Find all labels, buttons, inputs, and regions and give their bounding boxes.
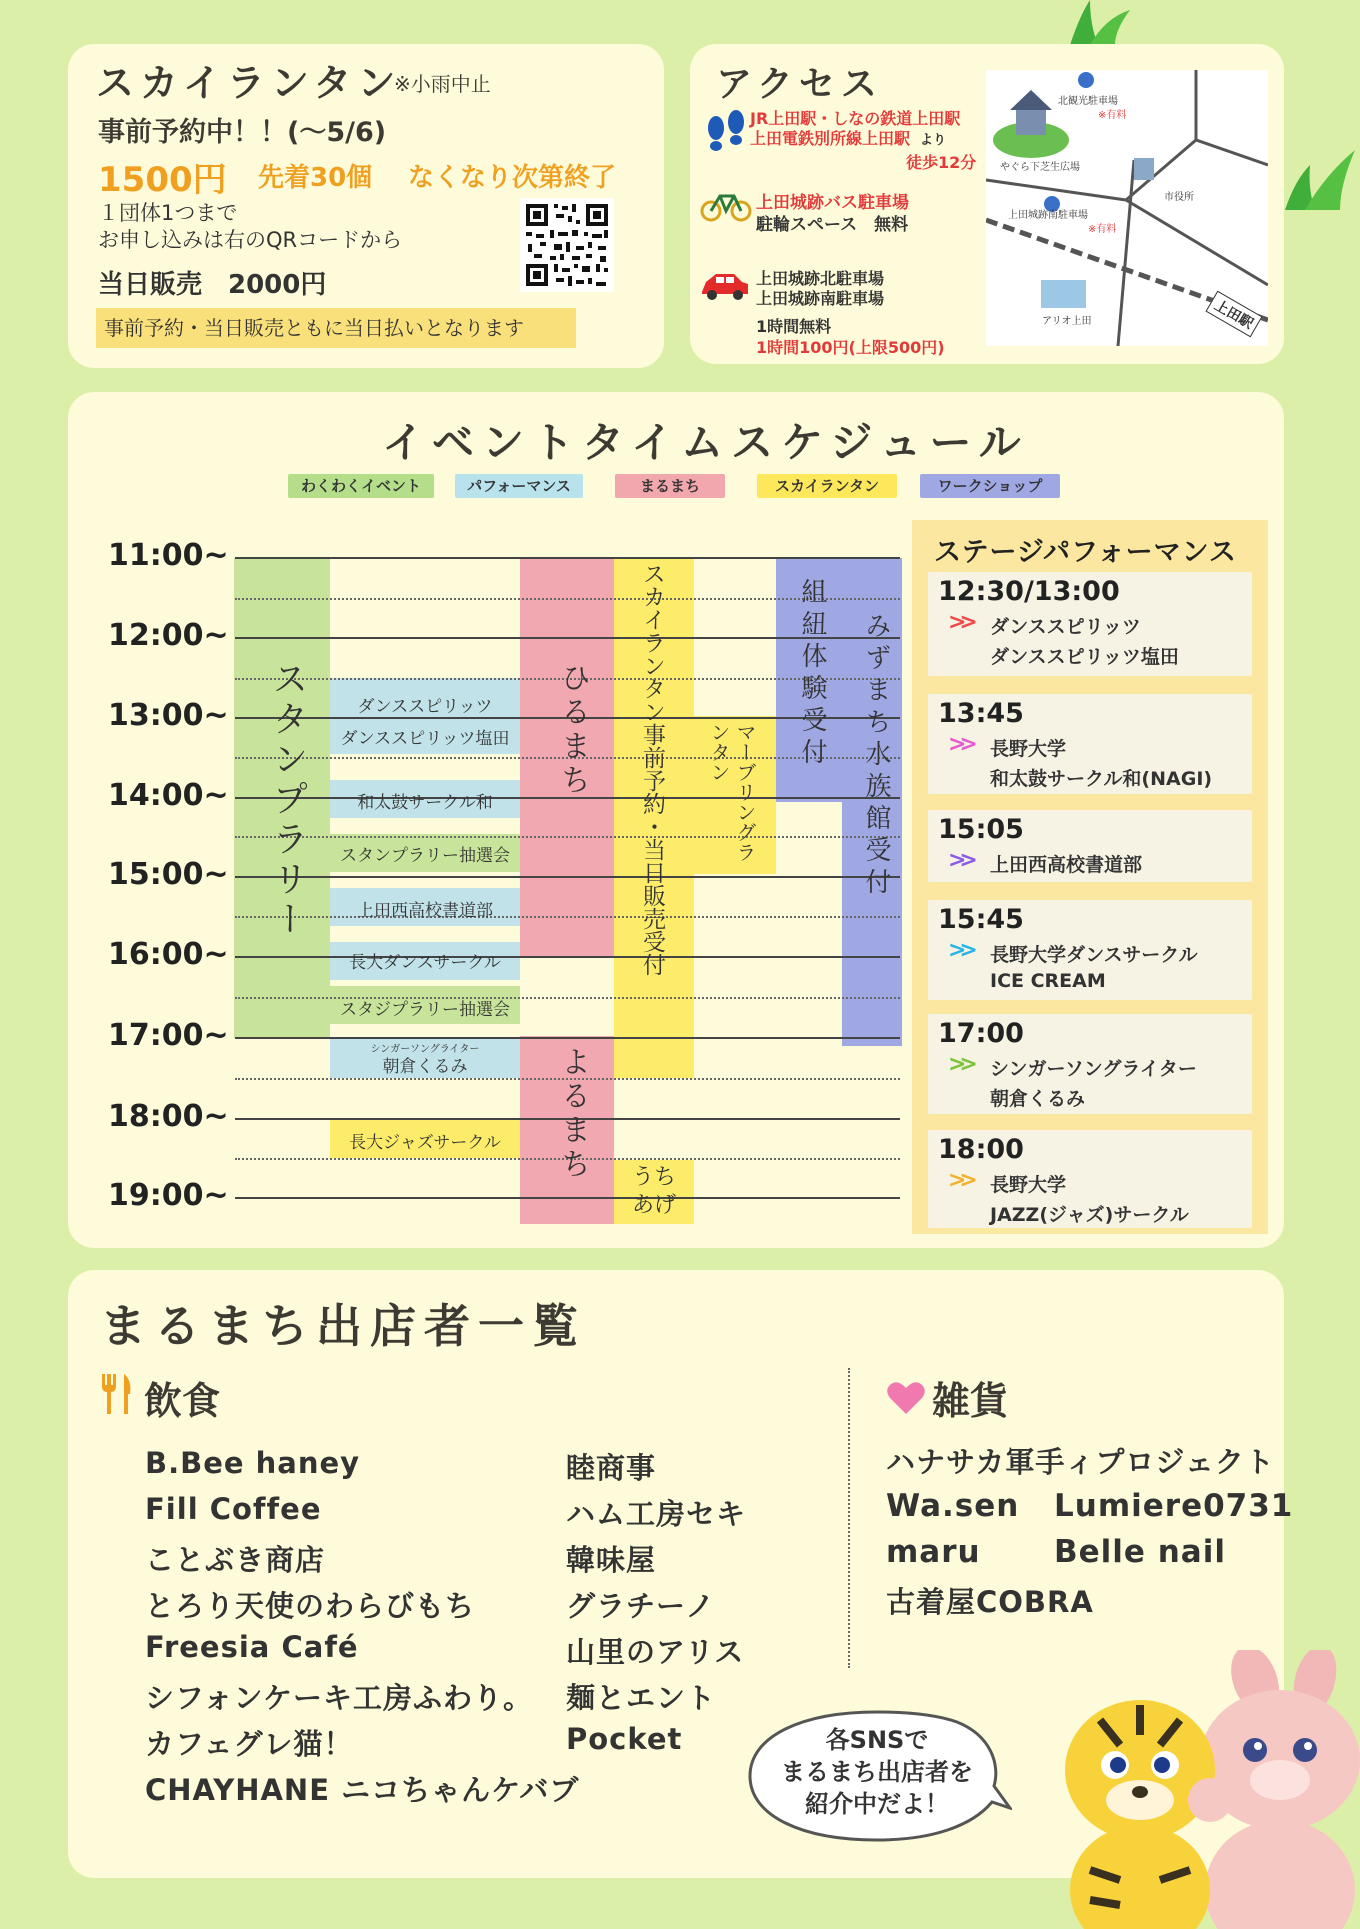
- legend-sky-lantern: スカイランタン: [757, 474, 897, 498]
- walk-line1: JR上田駅・しなの鉄道上田駅: [750, 109, 961, 128]
- food-shop: グラチーノ: [566, 1589, 716, 1623]
- day-sale-text: 当日販売 2000円: [98, 270, 327, 300]
- stage-performer-sub: JAZZ(ジャズ)サークル: [990, 1204, 1189, 1226]
- hirumachi-label: ひるまち: [555, 662, 590, 798]
- map-paid1: ※有料: [1098, 110, 1127, 121]
- stage-time: 17:00: [938, 1018, 1024, 1049]
- map-station: 上田駅: [1205, 291, 1262, 338]
- stage-performer: ダンススピリッツ: [990, 616, 1141, 638]
- car-line4: 1時間100円(上限500円): [756, 338, 945, 357]
- walk-time: 徒歩12分: [906, 153, 977, 172]
- grass-decoration-right: [1280, 150, 1360, 210]
- stage-time: 18:00: [938, 1134, 1024, 1165]
- food-shop: Freesia Café: [145, 1630, 359, 1664]
- stage-performer: 長野大学: [990, 1174, 1067, 1196]
- car-icon: [698, 270, 752, 302]
- food-shop: カフェグレ猫！: [145, 1727, 354, 1761]
- stage-item: [928, 900, 1252, 1000]
- qr-code-icon[interactable]: [520, 198, 614, 292]
- event-singer-small: シンガーソングライター: [370, 1044, 480, 1055]
- time-label: 15:00~: [108, 857, 229, 892]
- payment-note: 事前予約・当日販売ともに当日払いとなります: [96, 308, 576, 348]
- stage-performer: 上田西高校書道部: [990, 854, 1143, 876]
- grass-decoration-top: [1060, 0, 1140, 45]
- car-line2: 上田城跡南駐車場: [756, 289, 885, 308]
- reservation-text: 事前予約中！！(〜5/6): [98, 117, 387, 148]
- food-shop: 睦商事: [566, 1451, 657, 1485]
- grid-dot: [235, 836, 900, 838]
- stage-item: [928, 1014, 1252, 1114]
- event-nagadance: 長大ダンスサークル: [349, 953, 501, 973]
- event-dance1: ダンススピリッツ: [357, 697, 493, 717]
- stamp-rally-label: スタンプラリー: [267, 660, 308, 940]
- event-singer-name: 朝倉くるみ: [382, 1057, 468, 1077]
- goods-shop: 古着屋COBRA: [886, 1585, 1094, 1619]
- stage-item: [928, 1130, 1252, 1228]
- car-line3: 1時間無料: [756, 317, 832, 336]
- bike-line1: 上田城跡バス駐車場: [756, 193, 909, 213]
- bubble-line3: 紹介中だよ！: [805, 1790, 949, 1818]
- aquarium-label: みずまち水族館受付: [861, 612, 891, 900]
- uchiage-line2: あげ: [631, 1193, 676, 1218]
- chevron-right-icon: >>: [948, 732, 971, 757]
- time-label: 12:00~: [108, 618, 229, 653]
- bubble-line1: 各SNSで: [825, 1726, 929, 1754]
- heart-icon: [886, 1380, 926, 1416]
- grid-line-19: [235, 1197, 900, 1199]
- legend-marumachi: まるまち: [615, 474, 725, 498]
- stage-item: [928, 572, 1252, 676]
- first-come-text: 先着30個: [258, 163, 373, 193]
- legend-workshop: ワークショップ: [920, 474, 1060, 498]
- stage-performer-sub: ICE CREAM: [990, 970, 1106, 992]
- stage-time: 15:45: [938, 904, 1024, 935]
- event-taiko: 和太鼓サークル和: [357, 793, 493, 813]
- bubble-line2: まるまち出店者を: [781, 1758, 973, 1786]
- access-card: [690, 44, 1284, 364]
- section-divider: [848, 1368, 850, 1668]
- fork-knife-icon: [98, 1372, 134, 1416]
- goods-shop: Wa.sen: [886, 1488, 1020, 1524]
- sky-reception-label: スカイランタン事前予約・当日販売受付: [639, 562, 665, 976]
- food-shop: 麺とエント: [566, 1681, 717, 1715]
- map-south-parking: 上田城跡南駐車場: [1008, 210, 1088, 221]
- stage-performer: 長野大学: [990, 738, 1067, 760]
- price-text: 1500円: [98, 160, 227, 200]
- uchiage-line1: うち: [631, 1165, 676, 1190]
- stage-performer-sub: 朝倉くるみ: [990, 1088, 1086, 1110]
- time-label: 14:00~: [108, 778, 229, 813]
- legend-performance: パフォーマンス: [455, 474, 583, 498]
- event-lottery1: スタンプラリー抽選会: [340, 846, 510, 866]
- map-paid2: ※有料: [1088, 224, 1117, 235]
- car-line1: 上田城跡北駐車場: [756, 269, 885, 288]
- food-shop: 韓味屋: [566, 1543, 657, 1577]
- food-shop: ハム工房セキ: [566, 1497, 747, 1531]
- food-shop: ことぶき商店: [145, 1543, 326, 1577]
- kumihimo-label: 組紐体験受付: [797, 578, 827, 770]
- stage-item: [928, 810, 1252, 882]
- stage-time: 12:30/13:00: [938, 576, 1120, 607]
- access-map: [986, 70, 1268, 346]
- goods-shop: Belle nail: [1054, 1534, 1226, 1570]
- grid-line-11: [235, 557, 900, 559]
- chevron-right-icon: >>: [948, 848, 971, 873]
- event-shodo: 上田西高校書道部: [357, 901, 493, 921]
- bike-line2: 駐輪スペース 無料: [756, 215, 909, 235]
- time-label: 13:00~: [108, 698, 229, 733]
- goods-shop: maru: [886, 1534, 981, 1570]
- sky-lantern-card: [68, 44, 664, 368]
- food-title: 飲食: [144, 1379, 221, 1423]
- stage-performer: シンガーソングライター: [990, 1058, 1197, 1080]
- map-city-hall: 市役所: [1164, 192, 1194, 203]
- shops-title: まるまち出店者一覧: [100, 1299, 586, 1353]
- time-label: 19:00~: [108, 1178, 229, 1213]
- apply-text: お申し込みは右のQRコードから: [98, 228, 403, 252]
- mascot-characters: [1040, 1650, 1360, 1929]
- food-shop: Fill Coffee: [145, 1492, 322, 1526]
- time-label: 11:00~: [108, 538, 229, 573]
- stage-item: [928, 694, 1252, 794]
- sold-out-text: なくなり次第終了: [408, 163, 617, 193]
- goods-shop: Lumiere0731: [1054, 1488, 1294, 1524]
- food-shop: 山里のアリス: [566, 1635, 745, 1669]
- yorumachi-label: よるまち: [555, 1046, 590, 1182]
- chevron-right-icon: >>: [948, 938, 971, 963]
- stage-time: 15:05: [938, 814, 1024, 845]
- rain-note: ※小雨中止: [394, 72, 491, 96]
- stage-performer-sub: 和太鼓サークル和(NAGI): [990, 768, 1213, 790]
- sky-lantern-title: スカイランタン: [96, 61, 402, 105]
- marbling-label: マーブリングランタン: [707, 722, 757, 862]
- food-shop: CHAYHANE ニコちゃんケバブ: [145, 1773, 580, 1807]
- food-shop: Pocket: [566, 1722, 683, 1756]
- event-jazz: 長大ジャズサークル: [349, 1133, 501, 1153]
- walk-line2: 上田電鉄別所線上田駅: [750, 129, 911, 148]
- chevron-right-icon: >>: [948, 610, 971, 635]
- footprints-icon: [702, 108, 750, 158]
- time-label: 18:00~: [108, 1099, 229, 1134]
- chevron-right-icon: >>: [948, 1052, 971, 1077]
- bubble-text: [752, 1724, 1002, 1820]
- food-shop: とろり天使のわらびもち: [145, 1589, 476, 1623]
- stage-time: 13:45: [938, 698, 1024, 729]
- event-dance2: ダンススピリッツ塩田: [340, 729, 510, 749]
- food-shop: B.Bee haney: [145, 1446, 361, 1480]
- goods-title: 雑貨: [932, 1379, 1009, 1423]
- grid-line-17: [235, 1037, 900, 1039]
- bicycle-icon: [700, 190, 752, 222]
- stage-performer-sub: ダンススピリッツ塩田: [990, 646, 1179, 668]
- stage-title: ステージパフォーマンス: [934, 537, 1237, 568]
- stage-performer: 長野大学ダンスサークル: [990, 944, 1198, 966]
- food-shop: シフォンケーキ工房ふわり。: [145, 1681, 533, 1715]
- time-label: 16:00~: [108, 937, 229, 972]
- limit-text: １団体1つまで: [98, 201, 238, 225]
- map-yagura: やぐら下芝生広場: [1000, 162, 1080, 173]
- uchiage-label: [614, 1164, 694, 1220]
- schedule-title: イベントタイムスケジュール: [382, 418, 1029, 467]
- walk-yori: より: [920, 133, 947, 148]
- grid-line-15: [235, 876, 900, 878]
- chevron-right-icon: >>: [948, 1168, 971, 1193]
- map-ario: アリオ上田: [1042, 316, 1092, 327]
- time-label: 17:00~: [108, 1018, 229, 1053]
- event-lottery2: スタジプラリー抽選会: [340, 1000, 510, 1020]
- map-north-parking: 北観光駐車場: [1058, 96, 1118, 107]
- goods-shop: ハナサカ軍手ィプロジェクト: [886, 1445, 1275, 1479]
- legend-wakuwaku: わくわくイベント: [288, 474, 434, 498]
- access-title: アクセス: [716, 64, 883, 105]
